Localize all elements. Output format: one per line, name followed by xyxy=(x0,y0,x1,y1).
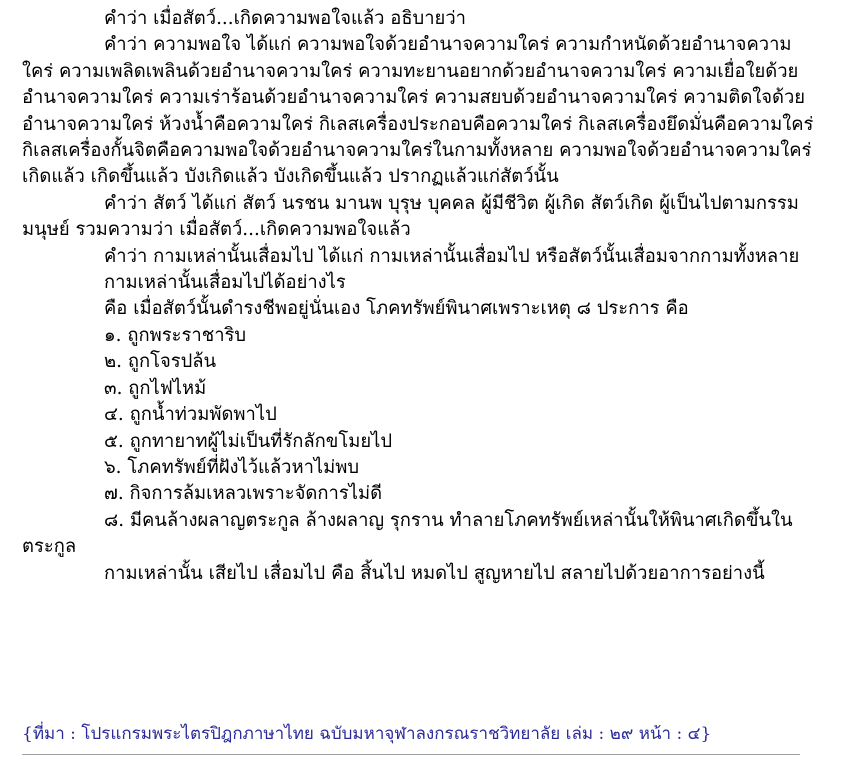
source-citation: {ที่มา : โปรแกรมพระไตรปิฎกภาษาไทย ฉบับมหาจุฬาลงกรณราชวิทยาลัย เล่ม : ๒๙ หน้า : ๔} xyxy=(22,724,712,744)
list-item: ๑. ถูกพระราชาริบ xyxy=(104,324,247,346)
paragraph-question: กามเหล่านั้นเสื่อมไปได้อย่างไร xyxy=(104,272,346,294)
paragraph-desire-definition: คำว่า ความพอใจ ได้แก่ ความพอใจด้วยอำนาจความใคร่ ความกำหนัดด้วยอำนาจความใคร่ ความเพลิดเพลินด้วยอำนาจความใคร่ ความทะยานอยากด้วยอำนาจความใคร่ ความเยื่อใยด้วยอำนาจความใคร่ ความเร่าร้อนด้วยอำนาจความใคร่ ความสยบด้วยอำนาจความใคร่ ความติดใจด้วยอำนาจความใคร่ ห้วงน้ำคือความใคร่ กิเลสเครื่องประกอบคือความใคร่ กิเลสเครื่องยึดมั่นคือความใคร่ กิเลสเครื่องกั้นจิตคือความพอใจด้วยอำนาจความใคร่ในกามทั้งหลาย ความพอใจด้วยอำนาจความใคร่เกิดแล้ว เกิดขึ้นแล้ว บังเกิดแล้ว บังเกิดขึ้นแล้ว ปรากฏแล้วแก่สัตว์นั้น xyxy=(22,34,814,188)
list-item: ๗. กิจการล้มเหลวเพราะจัดการไม่ดี xyxy=(104,483,383,505)
paragraph-being-definition: คำว่า สัตว์ ได้แก่ สัตว์ นรชน มานพ บุรุษ บุคคล ผู้มีชีวิต ผู้เกิด สัตว์เกิด ผู้เป็นไปตามกรรม มนุษย์ รวมความว่า เมื่อสัตว์...เกิดความพอใจแล้ว xyxy=(22,192,799,241)
list-item: ๒. ถูกโจรปล้น xyxy=(104,351,217,373)
divider xyxy=(22,754,800,755)
list-item: ๓. ถูกไฟไหม้ xyxy=(104,377,207,399)
paragraph-eight-causes: คือ เมื่อสัตว์นั้นดำรงชีพอยู่นั่นเอง โภคทรัพย์พินาศเพราะเหตุ ๘ ประการ คือ xyxy=(104,298,689,320)
list-item: ๖. โภคทรัพย์ที่ฝังไว้แล้วหาไม่พบ xyxy=(104,456,360,478)
list-item: ๕. ถูกทายาทผู้ไม่เป็นที่รักลักขโมยไป xyxy=(104,430,393,452)
list-item: ๔. ถูกน้ำท่วมพัดพาไป xyxy=(104,404,277,426)
document-body xyxy=(22,6,822,587)
cause-list xyxy=(22,323,822,561)
list-item: ๘. มีคนล้างผลาญตระกูล ล้างผลาญ รุกราน ทำลายโภคทรัพย์เหล่านั้นให้พินาศเกิดขึ้นในตระกูล xyxy=(22,509,793,558)
paragraph-heading: คำว่า เมื่อสัตว์...เกิดความพอใจแล้ว อธิบายว่า xyxy=(104,8,466,29)
paragraph-closing: กามเหล่านั้น เสียไป เสื่อมไป คือ สิ้นไป หมดไป สูญหายไป สลายไปด้วยอาการอย่างนี้ xyxy=(104,562,765,584)
paragraph-sensual-decline: คำว่า กามเหล่านั้นเสื่อมไป ได้แก่ กามเหล่านั้นเสื่อมไป หรือสัตว์นั้นเสื่อมจากกามทั้งหลาย xyxy=(104,245,800,267)
